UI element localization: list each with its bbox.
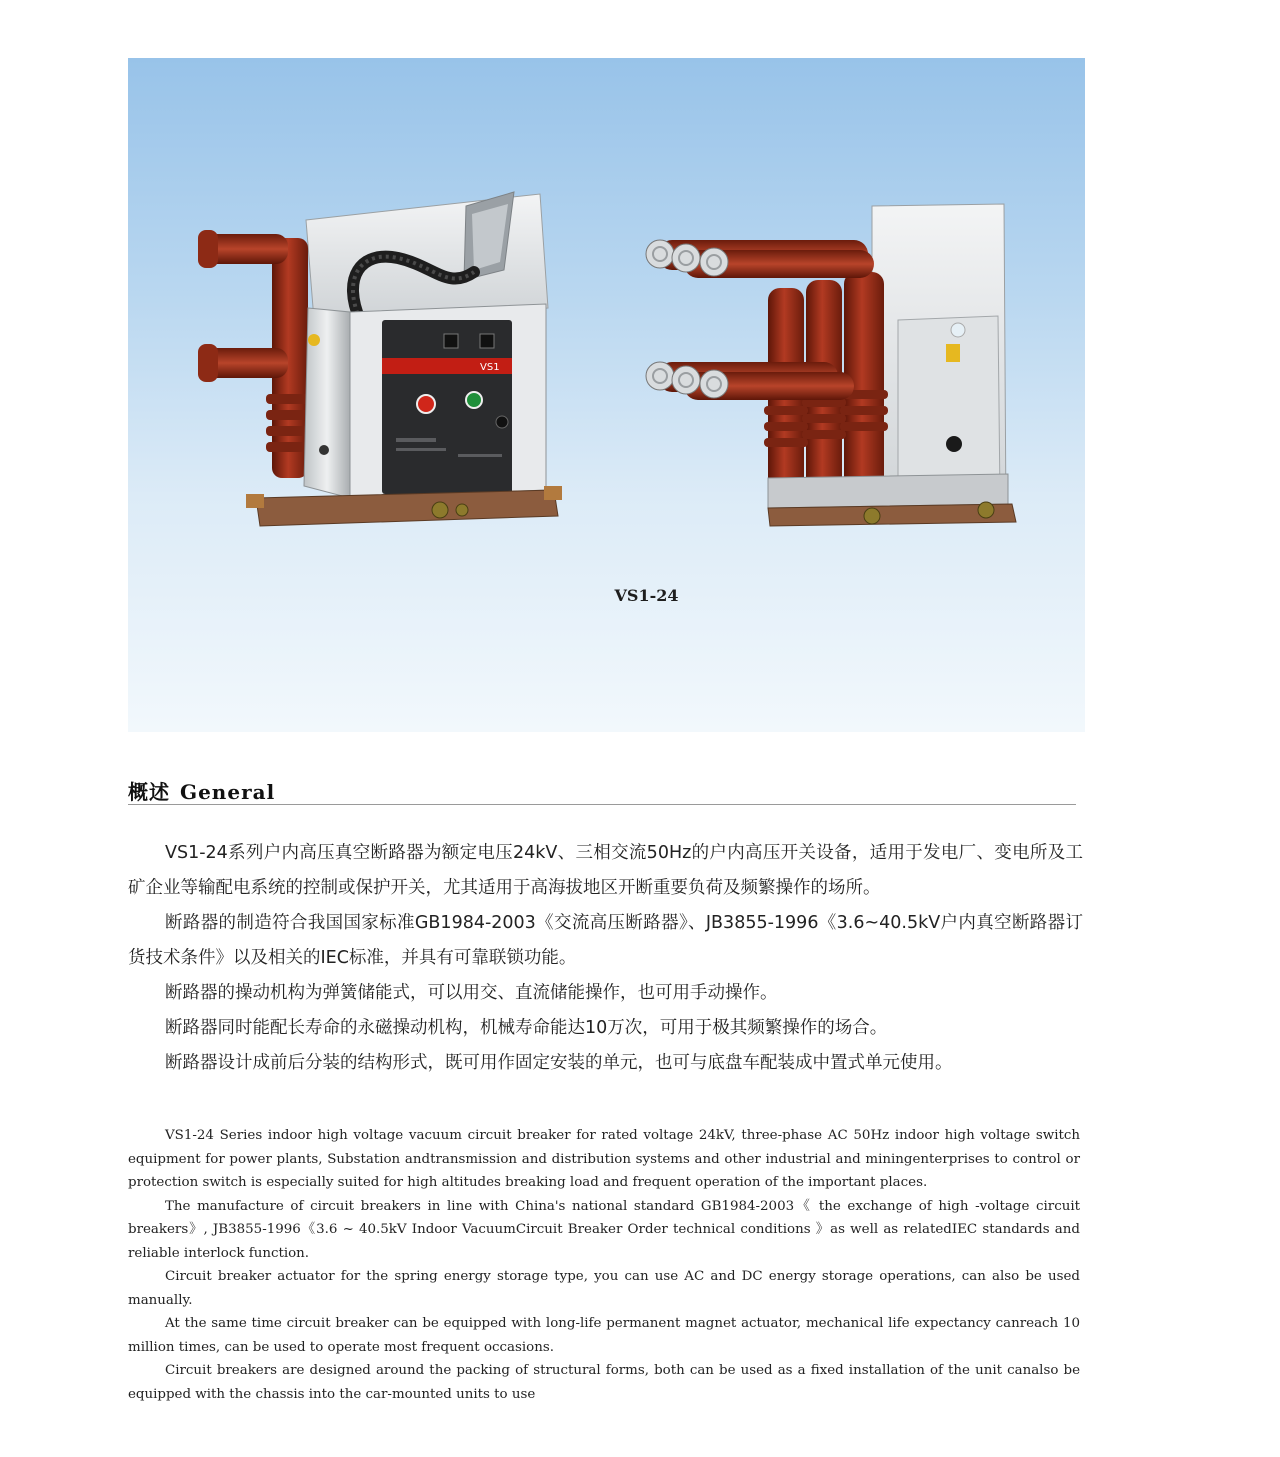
paragraph-en: VS1-24 Series indoor high voltage vacuum circuit breaker for rated voltage 24kV, three-phase AC 50Hz indoor high voltage switch equipment for power plants, Substation andtransmission and distribution systems and other industrial and miningenterprises to control or protection switch is especially suited for high altitudes breaking load and frequent operation of the important places. — [128, 1128, 1080, 1190]
paragraph-zh: VS1-24系列户内高压真空断路器为额定电压24kV、三相交流50Hz的户内高压开关设备，适用于发电厂、变电所及工矿企业等输配电系统的控制或保护开关，尤其适用于高海拔地区开断重要负荷及频繁操作的场所。 — [128, 843, 1083, 898]
body-chinese — [128, 836, 1083, 1081]
paragraph-zh: 断路器同时能配长寿命的永磁操动机构，机械寿命能达10万次，可用于极其频繁操作的场合。 — [165, 1018, 888, 1038]
section-title-zh: 概述 — [128, 780, 170, 804]
section-title-en: General — [180, 780, 276, 804]
section-heading — [128, 776, 1076, 805]
paragraph-en: At the same time circuit breaker can be equipped with long-life permanent magnet actuator, mechanical life expectancy canreach 10 million times, can be used to operate most frequent occasions. — [128, 1316, 1080, 1355]
paragraph-en: The manufacture of circuit breakers in line with China's national standard GB1984-2003《 the exchange of high -voltage circuit breakers》, JB3855-1996《3.6 ~ 40.5kV Indoor VacuumCircuit Breaker Order technical conditions 》as well as relatedIEC standards and reliable interlock function. — [128, 1198, 1080, 1261]
breaker-rear-view — [646, 204, 1016, 526]
breaker-front-view — [198, 192, 562, 526]
body-english — [128, 1124, 1080, 1406]
paragraph-zh: 断路器的操动机构为弹簧储能式，可以用交、直流储能操作，也可用手动操作。 — [165, 983, 778, 1003]
model-caption: VS1-24 — [614, 586, 679, 605]
product-photo-panel — [128, 58, 1085, 732]
paragraph-zh: 断路器的制造符合我国国家标准GB1984-2003《交流高压断路器》、JB3855-1996《3.6~40.5kV户内真空断路器订货技术条件》以及相关的IEC标准，并具有可靠联锁功能。 — [128, 913, 1083, 968]
circuit-breaker-illustration — [128, 58, 1085, 732]
open-button-icon — [417, 395, 435, 413]
close-button-icon — [466, 392, 482, 408]
panel-model-label: VS1 — [480, 362, 500, 373]
paragraph-zh: 断路器设计成前后分装的结构形式，既可用作固定安装的单元，也可与底盘车配装成中置式单元使用。 — [165, 1053, 953, 1073]
paragraph-en: Circuit breakers are designed around the packing of structural forms, both can be used as a fixed installation of the unit canalso be equipped with the chassis into the car-mounted units to use — [128, 1363, 1080, 1402]
paragraph-en: Circuit breaker actuator for the spring energy storage type, you can use AC and DC energy storage operations, can also be used manually. — [128, 1269, 1080, 1308]
